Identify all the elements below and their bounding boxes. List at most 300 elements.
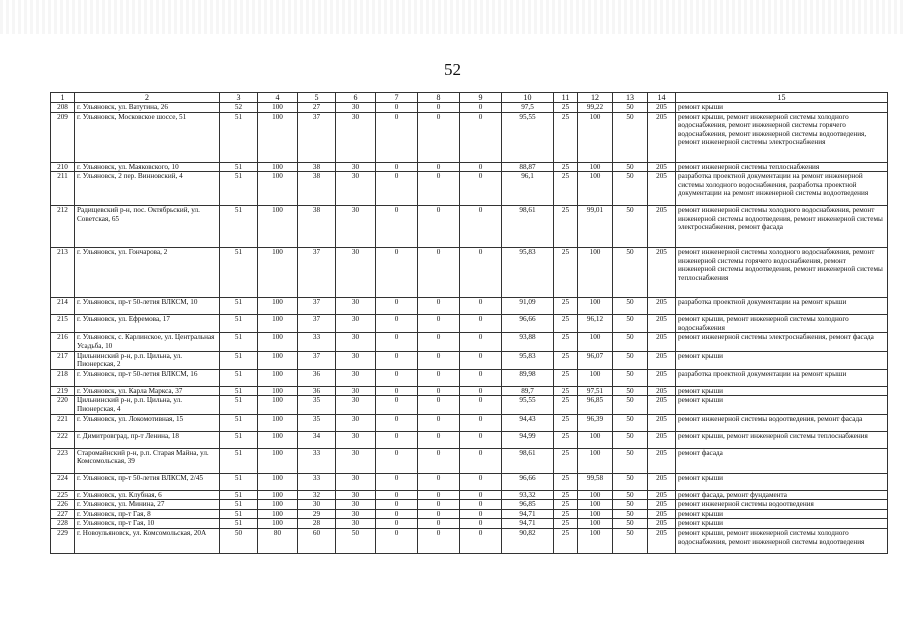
table-cell: 0 bbox=[418, 298, 460, 315]
table-cell: 30 bbox=[336, 490, 376, 500]
table-cell: 205 bbox=[648, 490, 676, 500]
table-cell: 99,22 bbox=[578, 103, 613, 113]
table-cell: 208 bbox=[51, 103, 75, 113]
table-cell: 50 bbox=[613, 414, 648, 431]
table-cell: 100 bbox=[258, 448, 298, 473]
table-cell: 0 bbox=[460, 473, 502, 490]
table-cell: 37 bbox=[298, 315, 336, 333]
table-cell: 0 bbox=[376, 500, 418, 510]
column-number: 11 bbox=[554, 93, 578, 103]
table-cell: 50 bbox=[613, 519, 648, 529]
table-row bbox=[51, 162, 888, 172]
table-cell: 0 bbox=[418, 386, 460, 396]
table-cell: 0 bbox=[460, 396, 502, 414]
table-cell: 0 bbox=[418, 333, 460, 351]
table-cell: 0 bbox=[418, 112, 460, 162]
table-cell: г. Ульяновск, ул. Маяковского, 10 bbox=[75, 162, 220, 172]
table-cell: 212 bbox=[51, 206, 75, 248]
table-cell: 0 bbox=[376, 112, 418, 162]
table-cell: 50 bbox=[613, 333, 648, 351]
table-cell: 0 bbox=[418, 490, 460, 500]
table-cell: 25 bbox=[554, 473, 578, 490]
table-row bbox=[51, 528, 888, 553]
table-cell: 0 bbox=[418, 206, 460, 248]
table-cell: 50 bbox=[336, 528, 376, 553]
table-cell: 30 bbox=[336, 333, 376, 351]
table-cell: 100 bbox=[258, 298, 298, 315]
table-cell: ремонт инженерной системы холодного водоснабжения, ремонт инженерной системы горячего водоснабжения, ремонт инженерной системы водоотведения, ремонт инженерной системы теплоснабжения bbox=[676, 248, 888, 298]
table-cell: 0 bbox=[418, 509, 460, 519]
table-cell: 0 bbox=[376, 248, 418, 298]
table-cell: 217 bbox=[51, 351, 75, 369]
table-cell: 52 bbox=[220, 103, 258, 113]
table-cell: 221 bbox=[51, 414, 75, 431]
table-cell: г. Ульяновск, ул. Клубная, 6 bbox=[75, 490, 220, 500]
table-cell: 0 bbox=[376, 172, 418, 206]
table-cell: 38 bbox=[298, 172, 336, 206]
table-cell: 90,82 bbox=[502, 528, 554, 553]
table-cell: 37 bbox=[298, 112, 336, 162]
table-cell: ремонт крыши bbox=[676, 351, 888, 369]
table-cell: 50 bbox=[613, 162, 648, 172]
table-cell: 218 bbox=[51, 369, 75, 386]
table-row bbox=[51, 315, 888, 333]
table-cell: г. Ульяновск, ул. Карла Маркса, 37 bbox=[75, 386, 220, 396]
table-cell: 25 bbox=[554, 448, 578, 473]
table-cell: 50 bbox=[613, 473, 648, 490]
table-cell: 100 bbox=[578, 519, 613, 529]
table-cell: 100 bbox=[578, 500, 613, 510]
table-cell: 100 bbox=[258, 500, 298, 510]
table-cell: 205 bbox=[648, 172, 676, 206]
table-row bbox=[51, 351, 888, 369]
table-cell: ремонт крыши bbox=[676, 519, 888, 529]
table-cell: 100 bbox=[578, 248, 613, 298]
table-cell: 97,51 bbox=[578, 386, 613, 396]
table-cell: 51 bbox=[220, 298, 258, 315]
table-cell: 205 bbox=[648, 315, 676, 333]
table-cell: 30 bbox=[336, 414, 376, 431]
table-cell: 30 bbox=[336, 248, 376, 298]
table-cell: 205 bbox=[648, 112, 676, 162]
table-row bbox=[51, 490, 888, 500]
table-cell: 27 bbox=[298, 103, 336, 113]
table-row bbox=[51, 298, 888, 315]
column-number: 9 bbox=[460, 93, 502, 103]
table-cell: 205 bbox=[648, 206, 676, 248]
table-cell: 100 bbox=[578, 172, 613, 206]
table-row bbox=[51, 172, 888, 206]
table-cell: 100 bbox=[578, 369, 613, 386]
table-cell: 0 bbox=[376, 369, 418, 386]
table-cell: 36 bbox=[298, 386, 336, 396]
table-cell: 100 bbox=[258, 414, 298, 431]
table-cell: 50 bbox=[613, 500, 648, 510]
table-cell: 205 bbox=[648, 298, 676, 315]
table-cell: 51 bbox=[220, 206, 258, 248]
table-cell: г. Ульяновск, пр-т 50-летия ВЛКСМ, 2/45 bbox=[75, 473, 220, 490]
table-cell: 0 bbox=[460, 162, 502, 172]
table-cell: 205 bbox=[648, 509, 676, 519]
table-cell: 0 bbox=[376, 490, 418, 500]
table-cell: 25 bbox=[554, 509, 578, 519]
scan-top-edge bbox=[0, 0, 905, 34]
column-number: 5 bbox=[298, 93, 336, 103]
table-cell: 228 bbox=[51, 519, 75, 529]
table-cell: 100 bbox=[578, 490, 613, 500]
table-cell: 30 bbox=[336, 172, 376, 206]
table-row bbox=[51, 431, 888, 448]
table-cell: 51 bbox=[220, 351, 258, 369]
table-cell: Цильнинский р-н, р.п. Цильна, ул. Пионерская, 2 bbox=[75, 351, 220, 369]
table-cell: 50 bbox=[613, 490, 648, 500]
table-row bbox=[51, 448, 888, 473]
table-cell: 96,1 bbox=[502, 172, 554, 206]
table-cell: 100 bbox=[578, 431, 613, 448]
table-cell: 30 bbox=[336, 509, 376, 519]
table-cell: ремонт крыши, ремонт инженерной системы холодного водоснабжения bbox=[676, 315, 888, 333]
table-cell: 96,66 bbox=[502, 315, 554, 333]
table-cell: 95,83 bbox=[502, 351, 554, 369]
table-row bbox=[51, 396, 888, 414]
table-cell: 0 bbox=[376, 333, 418, 351]
table-cell: 0 bbox=[460, 386, 502, 396]
table-cell: 100 bbox=[258, 162, 298, 172]
table-cell: 34 bbox=[298, 431, 336, 448]
table-cell: 89,7 bbox=[502, 386, 554, 396]
table-cell: 50 bbox=[613, 112, 648, 162]
table-cell: 94,71 bbox=[502, 509, 554, 519]
table-cell: 225 bbox=[51, 490, 75, 500]
table-cell: 25 bbox=[554, 351, 578, 369]
table-cell: 0 bbox=[376, 315, 418, 333]
table-cell: 100 bbox=[258, 386, 298, 396]
column-number-row bbox=[51, 93, 888, 103]
column-number: 3 bbox=[220, 93, 258, 103]
table-cell: ремонт инженерной системы теплоснабжения bbox=[676, 162, 888, 172]
table-cell: 0 bbox=[376, 473, 418, 490]
table-cell: 205 bbox=[648, 248, 676, 298]
table-cell: 25 bbox=[554, 396, 578, 414]
table-cell: 205 bbox=[648, 103, 676, 113]
table-row bbox=[51, 414, 888, 431]
table-cell: 100 bbox=[258, 333, 298, 351]
table-cell: 205 bbox=[648, 448, 676, 473]
table-row bbox=[51, 112, 888, 162]
table-cell: 33 bbox=[298, 333, 336, 351]
table-cell: 0 bbox=[376, 519, 418, 529]
table-cell: ремонт фасада bbox=[676, 448, 888, 473]
table-cell: 33 bbox=[298, 448, 336, 473]
table-cell: 50 bbox=[613, 248, 648, 298]
table-cell: ремонт инженерной системы водоотведения, ремонт фасада bbox=[676, 414, 888, 431]
table-cell: 0 bbox=[460, 103, 502, 113]
table-cell: 0 bbox=[460, 448, 502, 473]
column-number: 1 bbox=[51, 93, 75, 103]
table-cell: 30 bbox=[336, 112, 376, 162]
table-cell: 91,09 bbox=[502, 298, 554, 315]
column-number: 6 bbox=[336, 93, 376, 103]
table-cell: 205 bbox=[648, 519, 676, 529]
table-cell: 0 bbox=[418, 448, 460, 473]
table-cell: 33 bbox=[298, 473, 336, 490]
table-cell: ремонт крыши bbox=[676, 386, 888, 396]
table-cell: 205 bbox=[648, 386, 676, 396]
table-row bbox=[51, 333, 888, 351]
table-cell: 205 bbox=[648, 369, 676, 386]
table-cell: 25 bbox=[554, 103, 578, 113]
column-number: 8 bbox=[418, 93, 460, 103]
table-cell: 37 bbox=[298, 298, 336, 315]
table-cell: 50 bbox=[613, 369, 648, 386]
table-cell: 30 bbox=[336, 103, 376, 113]
table-cell: 205 bbox=[648, 473, 676, 490]
table-cell: 30 bbox=[298, 500, 336, 510]
table-cell: 205 bbox=[648, 162, 676, 172]
table-cell: 0 bbox=[418, 473, 460, 490]
table-cell: разработка проектной документации на ремонт крыши bbox=[676, 369, 888, 386]
table-row bbox=[51, 509, 888, 519]
table-cell: 38 bbox=[298, 206, 336, 248]
table-cell: 205 bbox=[648, 351, 676, 369]
table-cell: г. Ульяновск, 2 пер. Винновский, 4 bbox=[75, 172, 220, 206]
table-cell: 0 bbox=[376, 509, 418, 519]
table-cell: 51 bbox=[220, 500, 258, 510]
table-cell: 30 bbox=[336, 369, 376, 386]
table-cell: 0 bbox=[376, 414, 418, 431]
table-cell: 51 bbox=[220, 473, 258, 490]
table-cell: 0 bbox=[376, 386, 418, 396]
table-cell: г. Ульяновск, Московское шоссе, 51 bbox=[75, 112, 220, 162]
table-cell: 0 bbox=[460, 414, 502, 431]
table-cell: 100 bbox=[578, 509, 613, 519]
table-cell: 227 bbox=[51, 509, 75, 519]
table-cell: ремонт крыши, ремонт инженерной системы холодного водоснабжения, ремонт инженерной системы горячего водоснабжения, ремонт инженерной системы водоотведения, ремонт инженерной системы электроснабжения bbox=[676, 112, 888, 162]
table-cell: 51 bbox=[220, 414, 258, 431]
table-cell: 50 bbox=[613, 509, 648, 519]
table-cell: 51 bbox=[220, 448, 258, 473]
table-cell: 50 bbox=[613, 351, 648, 369]
table-cell: 0 bbox=[460, 490, 502, 500]
table-cell: 0 bbox=[376, 103, 418, 113]
table-cell: г. Ульяновск, ул. Ефремова, 17 bbox=[75, 315, 220, 333]
table-cell: 0 bbox=[418, 162, 460, 172]
table-cell: 50 bbox=[613, 396, 648, 414]
table-cell: 229 bbox=[51, 528, 75, 553]
table-cell: 25 bbox=[554, 369, 578, 386]
table-cell: 96,39 bbox=[578, 414, 613, 431]
table-cell: 30 bbox=[336, 315, 376, 333]
table-cell: 100 bbox=[578, 298, 613, 315]
table-cell: 50 bbox=[613, 431, 648, 448]
table-cell: 51 bbox=[220, 396, 258, 414]
table-cell: 214 bbox=[51, 298, 75, 315]
table-cell: 97,5 bbox=[502, 103, 554, 113]
table-cell: 0 bbox=[460, 519, 502, 529]
table-cell: 100 bbox=[578, 112, 613, 162]
table-cell: 95,55 bbox=[502, 112, 554, 162]
table-cell: 100 bbox=[258, 431, 298, 448]
table-cell: 94,99 bbox=[502, 431, 554, 448]
table-cell: 51 bbox=[220, 333, 258, 351]
table-body bbox=[51, 93, 888, 554]
table-cell: 0 bbox=[376, 206, 418, 248]
table-cell: 30 bbox=[336, 500, 376, 510]
table-cell: 220 bbox=[51, 396, 75, 414]
table-cell: ремонт крыши, ремонт инженерной системы холодного водоснабжения, ремонт инженерной системы водоотведения bbox=[676, 528, 888, 553]
table-cell: 50 bbox=[613, 448, 648, 473]
table-cell: 30 bbox=[336, 206, 376, 248]
table-cell: 0 bbox=[418, 369, 460, 386]
table-cell: 0 bbox=[418, 528, 460, 553]
table-cell: 100 bbox=[258, 519, 298, 529]
table-cell: 0 bbox=[376, 298, 418, 315]
registry-table bbox=[50, 92, 888, 554]
table-cell: 0 bbox=[418, 396, 460, 414]
table-row bbox=[51, 386, 888, 396]
table-cell: 50 bbox=[613, 298, 648, 315]
table-cell: разработка проектной документации на ремонт инженерной системы холодного водоснабжения, разработка проектной документации на ремонт инженерной системы водоотведения bbox=[676, 172, 888, 206]
table-cell: 0 bbox=[376, 162, 418, 172]
table-row bbox=[51, 473, 888, 490]
table-cell: Старомайнский р-н, р.п. Старая Майна, ул. Комсомольская, 39 bbox=[75, 448, 220, 473]
table-cell: 89,98 bbox=[502, 369, 554, 386]
table-cell: 98,61 bbox=[502, 448, 554, 473]
table-cell: 25 bbox=[554, 333, 578, 351]
table-cell: 205 bbox=[648, 414, 676, 431]
table-cell: г. Ульяновск, с. Карлинское, ул. Центральная Усадьба, 10 bbox=[75, 333, 220, 351]
table-cell: 51 bbox=[220, 431, 258, 448]
table-cell: г. Димитровград, пр-т Ленина, 18 bbox=[75, 431, 220, 448]
table-cell: 0 bbox=[418, 103, 460, 113]
table-cell: г. Ульяновск, пр-т Гая, 10 bbox=[75, 519, 220, 529]
table-cell: 0 bbox=[376, 396, 418, 414]
column-number: 7 bbox=[376, 93, 418, 103]
column-number: 13 bbox=[613, 93, 648, 103]
table-cell: 51 bbox=[220, 490, 258, 500]
table-cell: 0 bbox=[418, 519, 460, 529]
table-cell: разработка проектной документации на ремонт крыши bbox=[676, 298, 888, 315]
table-cell: ремонт крыши bbox=[676, 509, 888, 519]
table-cell: 100 bbox=[258, 509, 298, 519]
table-cell: 50 bbox=[613, 528, 648, 553]
table-cell: 38 bbox=[298, 162, 336, 172]
table-cell: 100 bbox=[258, 172, 298, 206]
table-cell: 30 bbox=[336, 473, 376, 490]
table-cell: 100 bbox=[258, 351, 298, 369]
table-cell: 100 bbox=[258, 315, 298, 333]
table-cell: 25 bbox=[554, 490, 578, 500]
column-number: 10 bbox=[502, 93, 554, 103]
table-cell: 0 bbox=[460, 112, 502, 162]
table-cell: 50 bbox=[613, 386, 648, 396]
table-cell: 25 bbox=[554, 298, 578, 315]
table-cell: 0 bbox=[460, 431, 502, 448]
table-cell: 30 bbox=[336, 519, 376, 529]
table-cell: 0 bbox=[418, 172, 460, 206]
table-cell: 0 bbox=[460, 500, 502, 510]
table-cell: 50 bbox=[613, 206, 648, 248]
table-cell: 223 bbox=[51, 448, 75, 473]
table-cell: 25 bbox=[554, 315, 578, 333]
table-cell: 95,83 bbox=[502, 248, 554, 298]
table-cell: 30 bbox=[336, 298, 376, 315]
table-cell: 205 bbox=[648, 333, 676, 351]
table-cell: 209 bbox=[51, 112, 75, 162]
table-cell: 98,61 bbox=[502, 206, 554, 248]
table-cell: 25 bbox=[554, 248, 578, 298]
column-number: 12 bbox=[578, 93, 613, 103]
table-cell: 51 bbox=[220, 519, 258, 529]
table-cell: 51 bbox=[220, 112, 258, 162]
table-cell: 32 bbox=[298, 490, 336, 500]
table-cell: 0 bbox=[376, 351, 418, 369]
table-row bbox=[51, 519, 888, 529]
table-cell: г. Ульяновск, ул. Локомотивная, 15 bbox=[75, 414, 220, 431]
table-cell: 50 bbox=[613, 172, 648, 206]
table-cell: 51 bbox=[220, 172, 258, 206]
table-row bbox=[51, 206, 888, 248]
table-cell: 0 bbox=[376, 528, 418, 553]
table-cell: 0 bbox=[460, 528, 502, 553]
table-cell: 226 bbox=[51, 500, 75, 510]
table-cell: 95,55 bbox=[502, 396, 554, 414]
table-cell: 94,43 bbox=[502, 414, 554, 431]
table-cell: 205 bbox=[648, 500, 676, 510]
table-cell: 224 bbox=[51, 473, 75, 490]
table-cell: г. Ульяновск, ул. Минина, 27 bbox=[75, 500, 220, 510]
table-cell: 25 bbox=[554, 112, 578, 162]
table-cell: Радищевский р-н, пос. Октябрьский, ул. Советская, 65 bbox=[75, 206, 220, 248]
table-cell: 51 bbox=[220, 248, 258, 298]
table-cell: 50 bbox=[220, 528, 258, 553]
table-cell: 80 bbox=[258, 528, 298, 553]
column-number: 14 bbox=[648, 93, 676, 103]
table-cell: 28 bbox=[298, 519, 336, 529]
table-cell: 36 bbox=[298, 369, 336, 386]
table-cell: 93,32 bbox=[502, 490, 554, 500]
table-cell: 216 bbox=[51, 333, 75, 351]
table-cell: 205 bbox=[648, 528, 676, 553]
table-cell: 205 bbox=[648, 396, 676, 414]
table-cell: 0 bbox=[418, 500, 460, 510]
table-cell: 0 bbox=[460, 206, 502, 248]
table-cell: 30 bbox=[336, 351, 376, 369]
table-cell: 51 bbox=[220, 509, 258, 519]
table-cell: 100 bbox=[258, 473, 298, 490]
table-cell: 30 bbox=[336, 431, 376, 448]
table-cell: 96,07 bbox=[578, 351, 613, 369]
table-cell: 99,01 bbox=[578, 206, 613, 248]
table-cell: 0 bbox=[460, 298, 502, 315]
table-cell: 0 bbox=[376, 431, 418, 448]
table-cell: 0 bbox=[418, 248, 460, 298]
table-cell: 51 bbox=[220, 315, 258, 333]
table-cell: г. Ульяновск, пр-т 50-летия ВЛКСМ, 16 bbox=[75, 369, 220, 386]
table-cell: 96,66 bbox=[502, 473, 554, 490]
table-cell: 51 bbox=[220, 162, 258, 172]
table-cell: 0 bbox=[460, 248, 502, 298]
table-cell: 100 bbox=[258, 396, 298, 414]
table-cell: 88,87 bbox=[502, 162, 554, 172]
table-cell: 96,85 bbox=[502, 500, 554, 510]
table-cell: 0 bbox=[418, 351, 460, 369]
table-cell: ремонт фасада, ремонт фундамента bbox=[676, 490, 888, 500]
table-cell: 35 bbox=[298, 396, 336, 414]
table-cell: 51 bbox=[220, 369, 258, 386]
table-row bbox=[51, 369, 888, 386]
table-cell: 30 bbox=[336, 396, 376, 414]
